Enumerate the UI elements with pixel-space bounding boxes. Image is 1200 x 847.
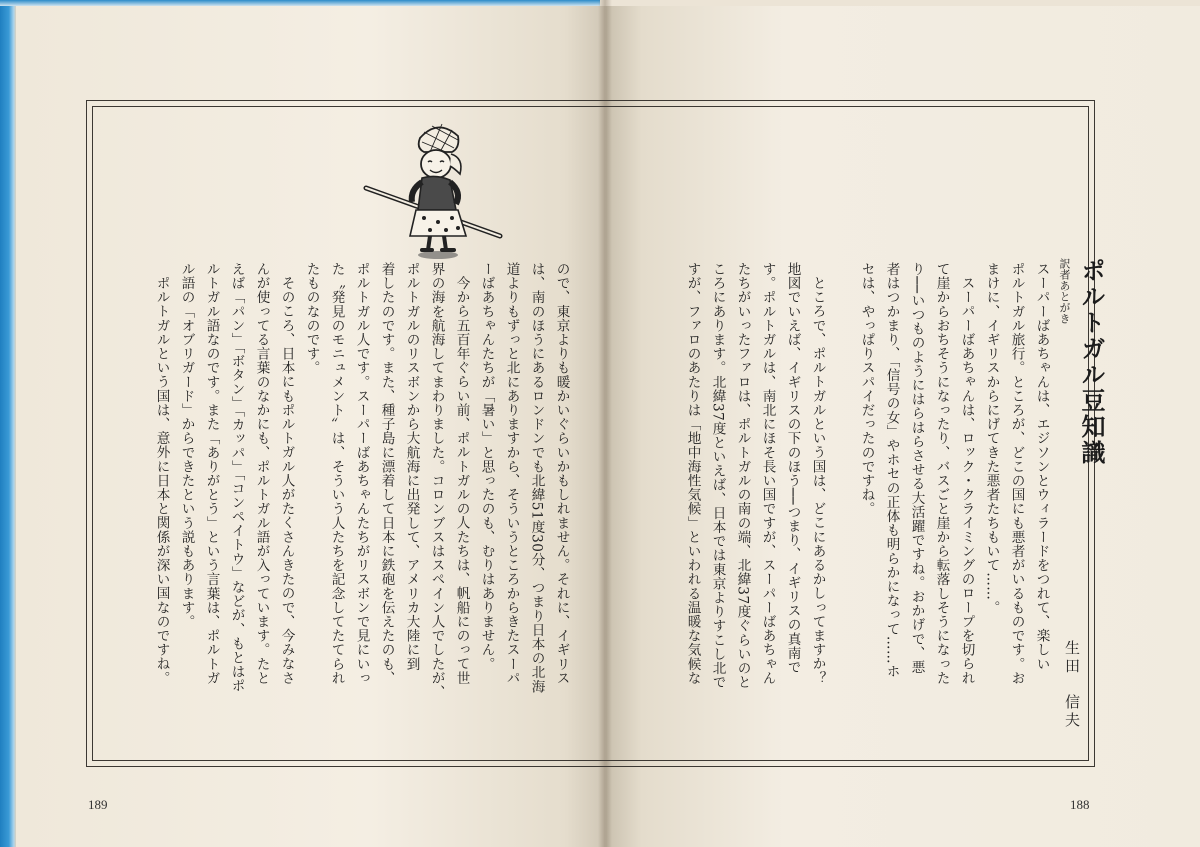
- text-column: 界の海を航海してまわりました。コロンブスはスペイン人でしたが、: [428, 262, 445, 700]
- text-column: た〝発見のモニュメント〟は、そういう人たちを記念してたてられ: [328, 262, 345, 685]
- text-column: んが使ってる言葉のなかにも、ポルトガル語が入っています。たと: [253, 262, 270, 685]
- text-column: すが、ファロのあたりは「地中海性気候」といわれる温暖な気候な: [684, 262, 701, 685]
- page-number-right: 188: [1070, 797, 1090, 812]
- text-column: 道よりもずっと北にありますから、そういうところからきたスーパ: [503, 262, 520, 685]
- text-column: ころにあります。北緯37度といえば、日本では東京よりすこし北で: [709, 262, 726, 690]
- text-column: ポルトガル旅行。ところが、どこの国にも悪者がいるものです。お: [1008, 262, 1025, 685]
- article-subtitle: 訳者あとがき: [1058, 258, 1071, 324]
- text-column: まけに、イギリスからにげてきた悪者たちもいて……。: [983, 262, 1000, 615]
- text-column: スーパーばあちゃんは、ロック・クライミングのロープを切られ: [958, 276, 975, 685]
- text-column: ポルトガル人です。スーパーばあちゃんたちがリスボンで見にいっ: [353, 262, 370, 685]
- book-cover-top-edge: [0, 0, 600, 6]
- translator-name: 生田 信夫: [1063, 640, 1081, 730]
- text-column: えば「パン」「ボタン」「カッパ」「コンペイトウ」などが、もとはポ: [228, 262, 245, 693]
- text-column: ポルトガルのリスボンから大航海に出発して、アメリカ大陸に到: [403, 262, 420, 671]
- text-column: たちがいったファロは、ポルトガルの南の端、北緯37度ぐらいのと: [734, 262, 751, 690]
- text-column: ル語の「オブリガード」からできたという説もあります。: [178, 262, 195, 629]
- text-column: 者はつかまり、「信号の女」やホセの正体も明らかになって……ホ: [883, 262, 900, 679]
- page-number-left: 189: [88, 797, 108, 812]
- text-column: そのころ、日本にもポルトガル人がたくさんきたので、今みなさ: [278, 276, 295, 685]
- text-column: て崖からおちそうになったり、バスごと崖から転落しそうになった: [933, 262, 950, 685]
- text-column: セは、やっぱりスパイだったのですね。: [858, 262, 875, 516]
- text-column: ポルトガルという国は、意外に日本と関係が深い国なのですね。: [153, 276, 170, 685]
- article-title: ポルトガル豆知識: [1077, 258, 1105, 466]
- text-column: ルトガル語なのです。また「ありがとう」という言葉は、ポルトガ: [203, 262, 220, 685]
- text-column: ーばあちゃんたちが「暑い」と思ったのも、むりはありません。: [478, 262, 495, 671]
- text-column: ところで、ポルトガルという国は、どこにあるかしってますか？: [809, 276, 826, 685]
- text-column: ので、東京よりも暖かいぐらいかもしれません。それに、イギリス: [553, 262, 570, 685]
- text-column: り──いつものようにはらはらさせる大活躍ですね。おかげで、悪: [908, 262, 925, 675]
- text-column: 今から五百年ぐらい前、ポルトガルの人たちは、帆船にのって世: [453, 276, 470, 685]
- text-column: たものなのです。: [303, 262, 320, 375]
- grandma-illustration: [360, 118, 510, 268]
- text-column: は、南のほうにあるロンドンでも北緯51度30分、つまり日本の北海: [528, 262, 545, 694]
- text-column: スーパーばあちゃんは、エジソンとウィラードをつれて、楽しい: [1033, 262, 1050, 671]
- book-cover-edge: [0, 0, 16, 847]
- text-column: 地図でいえば、イギリスの下のほう──つまり、イギリスの真南で: [784, 262, 801, 675]
- text-column: 着したのです。また、種子島に漂着して日本に鉄砲を伝えたのも、: [378, 262, 395, 685]
- text-column: す。ポルトガルは、南北にほそ長い国ですが、スーパーばあちゃん: [759, 262, 776, 685]
